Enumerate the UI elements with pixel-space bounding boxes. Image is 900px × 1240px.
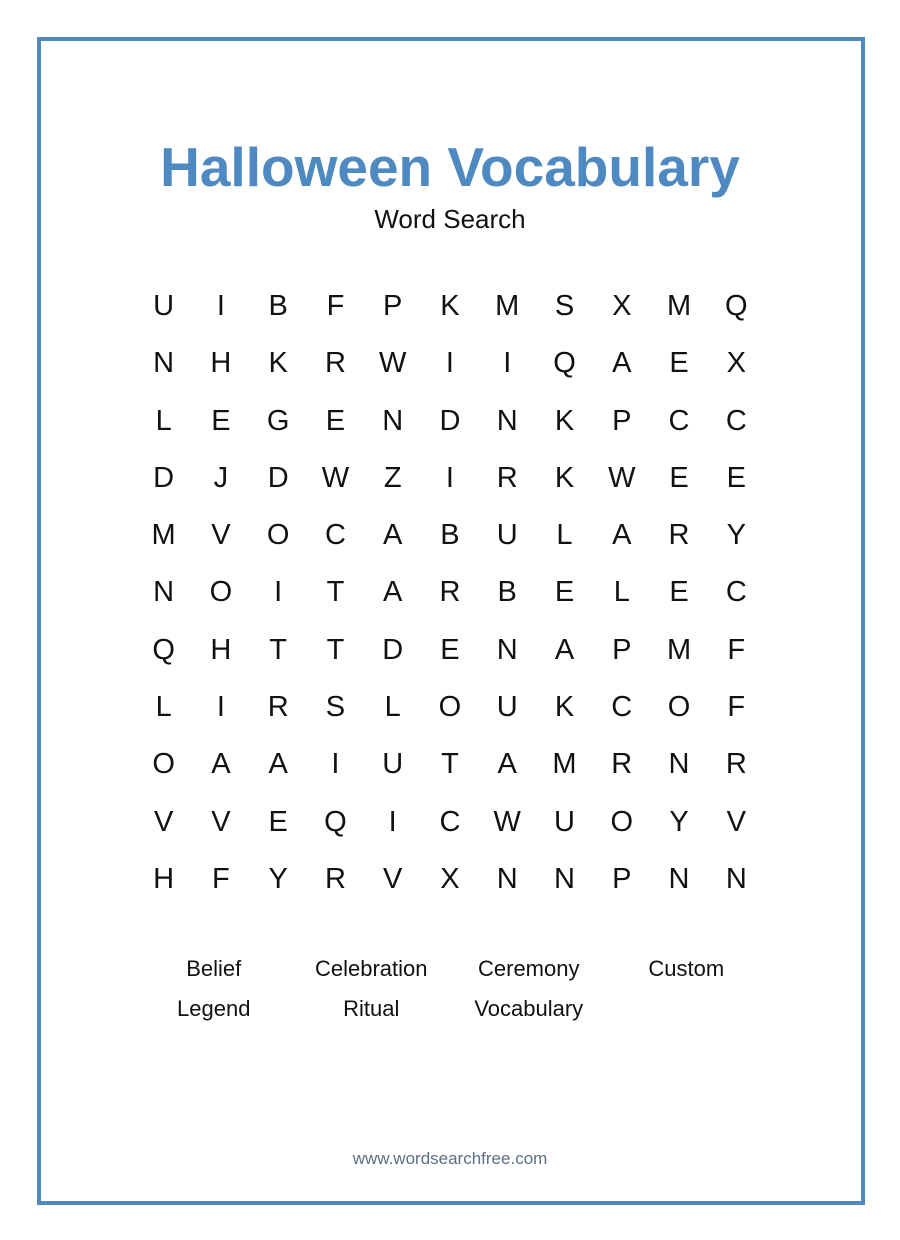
word-list-item: Ritual [343,996,400,1021]
grid-row [135,622,765,679]
grid-cell: A [383,576,403,609]
grid-cell: M [552,748,577,781]
grid-row [135,335,765,392]
grid-cell: L [613,576,630,609]
grid-cell: K [554,461,575,494]
grid-row [135,278,765,335]
grid-cell: E [325,404,346,437]
grid-cell: T [326,633,345,666]
grid-cell: A [268,748,288,781]
grid-cell: E [211,404,231,437]
grid-cell: H [153,862,175,895]
grid-cell: E [726,461,746,494]
grid-cell: I [445,347,454,380]
grid-cell: B [268,290,288,322]
grid-cell: I [274,576,283,609]
grid-cell: H [210,633,232,666]
page-title: Halloween Vocabulary [160,136,740,198]
grid-cell: O [266,519,290,552]
grid-cell: Q [725,290,748,322]
grid-row [135,450,765,507]
grid-cell: A [612,519,632,552]
grid-cell: S [554,290,575,322]
grid-row [135,507,765,564]
grid-cell: I [388,805,397,838]
letter-grid [135,278,765,908]
grid-row [135,564,765,621]
word-list-item: Legend [177,996,251,1021]
grid-cell: A [554,633,575,666]
grid-cell: X [726,347,746,380]
grid-cell: I [216,691,225,724]
grid-cell: M [151,519,176,552]
grid-cell: F [727,633,746,666]
grid-cell: W [321,461,350,494]
grid-cell: N [496,404,518,437]
grid-cell: D [267,461,289,494]
grid-cell: R [668,519,690,552]
grid-cell: F [212,862,230,895]
grid-cell: N [668,862,690,895]
grid-cell: O [667,691,691,724]
grid-cell: W [379,347,407,380]
grid-cell: A [612,347,632,380]
grid-cell: E [268,805,288,838]
grid-cell: Z [383,461,402,494]
grid-cell: L [155,691,172,724]
grid-cell: K [268,347,288,380]
grid-cell: N [496,633,518,666]
grid-cell: V [211,519,231,552]
grid-cell: E [440,633,460,666]
grid-cell: G [266,404,290,437]
footer-url: www.wordsearchfree.com [352,1149,548,1168]
word-list [135,950,765,1030]
grid-cell: U [496,691,518,724]
grid-cell: L [384,691,401,724]
grid-cell: Y [726,519,746,552]
grid-cell: N [554,862,575,895]
grid-cell: D [382,633,404,666]
grid-cell: C [439,805,461,838]
page-subtitle: Word Search [374,204,526,234]
grid-cell: C [668,404,690,437]
grid-cell: R [611,748,633,781]
grid-cell: R [496,461,518,494]
grid-cell: K [440,290,460,322]
grid-cell: R [324,862,346,895]
grid-cell: L [556,519,573,552]
grid-cell: D [439,404,461,437]
grid-cell: V [153,805,174,838]
grid-cell: U [554,805,575,838]
grid-row [135,794,765,851]
grid-cell: V [211,805,231,838]
grid-cell: P [612,404,632,437]
word-list-item: Celebration [314,956,428,981]
grid-cell: T [269,633,288,666]
grid-cell: X [612,290,632,322]
grid-cell: B [440,519,460,552]
grid-cell: I [445,461,454,494]
grid-cell: P [612,633,632,666]
grid-cell: I [503,347,512,380]
grid-cell: C [725,404,747,437]
grid-cell: M [666,633,692,666]
grid-cell: Y [268,862,288,895]
grid-cell: T [326,576,345,609]
grid-cell: E [669,461,689,494]
grid-cell: C [725,576,747,609]
grid-cell: X [440,862,460,895]
word-list-item: Custom [648,956,725,981]
grid-cell: K [554,691,575,724]
grid-cell: L [155,404,172,437]
grid-cell: I [331,748,340,781]
grid-cell: F [326,290,345,322]
grid-cell: U [382,748,404,781]
grid-cell: Y [669,805,689,838]
grid-cell: W [608,461,636,494]
grid-cell: H [210,347,232,380]
grid-cell: A [383,519,403,552]
grid-cell: U [153,290,175,322]
grid-cell: O [438,691,462,724]
grid-cell: N [382,404,404,437]
grid-cell: B [497,576,517,609]
grid-cell: Q [324,805,347,838]
grid-cell: R [267,691,289,724]
grid-cell: F [727,691,746,724]
grid-cell: O [152,748,175,781]
grid-cell: M [666,290,692,322]
word-list-row [135,950,765,990]
grid-cell: O [209,576,233,609]
grid-cell: R [324,347,346,380]
grid-cell: N [668,748,690,781]
grid-row [135,851,765,908]
grid-cell: W [493,805,521,838]
grid-cell: R [439,576,461,609]
grid-cell: C [611,691,633,724]
grid-cell: U [496,519,518,552]
grid-cell: N [153,576,175,609]
word-list-row [135,990,765,1030]
grid-cell: A [497,748,517,781]
grid-cell: A [211,748,231,781]
grid-cell: E [669,347,689,380]
grid-cell: V [383,862,403,895]
grid-cell: T [441,748,459,781]
grid-cell: K [554,404,575,437]
grid-cell: N [153,347,175,380]
grid-cell: D [153,461,175,494]
grid-cell: Q [152,633,175,666]
grid-row [135,679,765,736]
grid-cell: N [496,862,518,895]
grid-cell: I [216,290,225,322]
grid-cell: P [383,290,403,322]
word-list-item: Belief [186,956,242,981]
grid-cell: E [554,576,575,609]
grid-cell: P [612,862,632,895]
grid-cell: R [725,748,747,781]
grid-cell: C [324,519,346,552]
grid-cell: V [726,805,746,838]
word-list-item: Ceremony [478,956,580,981]
grid-cell: E [669,576,689,609]
grid-cell: J [213,461,229,494]
word-list-item: Vocabulary [474,996,584,1021]
grid-cell: Q [553,347,576,380]
grid-row [135,736,765,793]
grid-cell: N [725,862,747,895]
grid-cell: M [495,290,520,322]
grid-cell: S [325,691,346,724]
grid-row [135,393,765,450]
grid-cell: O [610,805,634,838]
